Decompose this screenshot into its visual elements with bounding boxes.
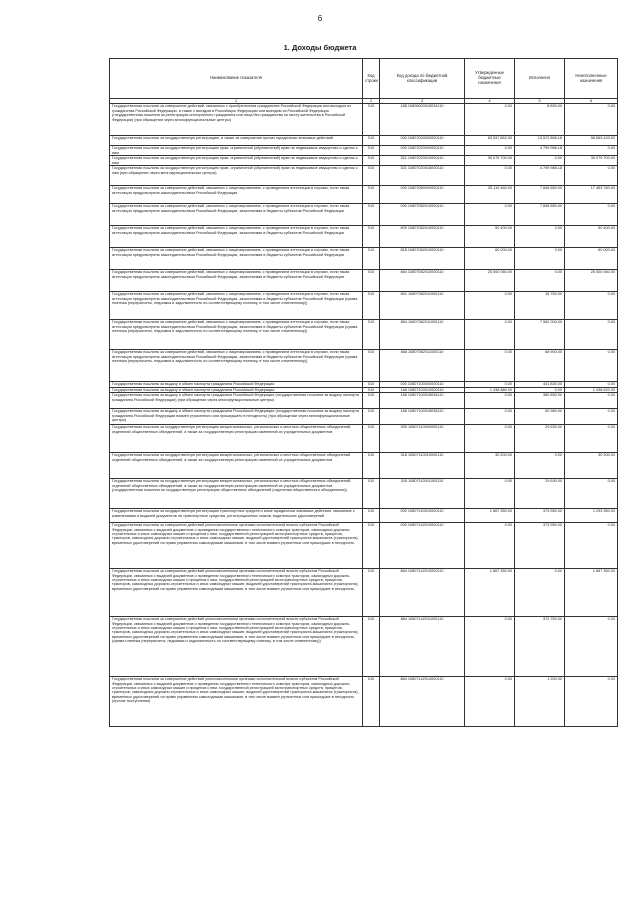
- col-header-line: Код строки: [363, 59, 380, 99]
- row-line-code: 010: [363, 509, 380, 523]
- row-approved: 0.00: [465, 523, 515, 569]
- row-name: Государственная пошлина за государственную регистрацию прав, ограничений (обременений) прав на недвижимое имущество и сделок с ним: [110, 156, 363, 166]
- row-name: Государственная пошлина за государственную регистрацию, а также за совершение прочих юридически значимых действий: [110, 136, 363, 146]
- row-approved: 50 400.00: [465, 226, 515, 248]
- row-unexecuted: 60 000.00: [565, 248, 618, 270]
- row-executed: 29 630.00: [515, 425, 565, 453]
- row-name: Государственная пошлина за государственную регистрацию прав, ограничений (обременений) прав на недвижимое имущество и сделок с ним: [110, 146, 363, 156]
- row-approved: 0.00: [465, 425, 515, 453]
- row-name: Государственная пошлина за государственную регистрацию межрегиональных, региональных и местных общественных объединений, отделений общественных объединений, а также за государственную регистрацию изменений их учредительных документов: [110, 453, 363, 479]
- row-line-code: 010: [363, 453, 380, 479]
- table-row: [110, 146, 618, 156]
- row-revenue-code: 864 10807142010000110: [380, 569, 465, 617]
- table-row: [110, 292, 618, 320]
- row-revenue-code: 000 10807020000000110: [380, 146, 465, 156]
- col-header-code: Код дохода по бюджетной классификации: [380, 59, 465, 99]
- row-approved: 39 079 700.00: [465, 156, 515, 166]
- row-unexecuted: 0.00: [565, 393, 618, 409]
- row-line-code: 010: [363, 479, 380, 509]
- row-name: Государственная пошлина за совершение действий, связанных с лицензированием, с проведением аттестации в случаях, если такая аттестация предусмотрена законодательством Российской Федерации, зачисляемая в бюджеты субъектов Российской Федерации (сумма платежа (перерасчеты, недоимка и задолженность по соответствующему платежу, в том числе отмененному)): [110, 350, 363, 382]
- row-revenue-code: 000 10807100000000110: [380, 382, 465, 387]
- table-row: [110, 425, 618, 453]
- row-approved: 0.00: [465, 409, 515, 425]
- col-header-name: Наименование показателя: [110, 59, 363, 99]
- row-approved: 0.00: [465, 166, 515, 186]
- row-approved: 1 438 880.00: [465, 387, 515, 392]
- row-line-code: 010: [363, 387, 380, 392]
- table-row: [110, 393, 618, 409]
- row-revenue-code: 868 10807082011000110: [380, 350, 465, 382]
- table-row: [110, 204, 618, 226]
- row-revenue-code: 000 10807082010000110: [380, 204, 465, 226]
- row-revenue-code: 318 10807110011000110: [380, 479, 465, 509]
- row-unexecuted: 0.00: [565, 104, 618, 136]
- row-revenue-code: 000 10807142010000110: [380, 523, 465, 569]
- row-unexecuted: 25 000 060.00: [565, 270, 618, 292]
- row-executed: 373 950.00: [515, 509, 565, 523]
- page-number: 6: [317, 14, 323, 23]
- row-executed: 7 582 000.00: [515, 320, 565, 350]
- row-executed: 372 750.00: [515, 617, 565, 677]
- row-line-code: 010: [363, 186, 380, 204]
- row-unexecuted: 58 663 433.52: [565, 136, 618, 146]
- row-line-code: 010: [363, 350, 380, 382]
- row-executed: 60 980.00: [515, 409, 565, 425]
- row-unexecuted: 50 400.00: [565, 226, 618, 248]
- row-revenue-code: 318 10807110010000110: [380, 453, 465, 479]
- table-row: [110, 270, 618, 292]
- row-line-code: 010: [363, 248, 380, 270]
- row-line-code: 010: [363, 617, 380, 677]
- row-unexecuted: 39 079 700.00: [565, 156, 618, 166]
- row-unexecuted: 0.00: [565, 425, 618, 453]
- row-revenue-code: 818 10807082010000110: [380, 248, 465, 270]
- table-row: [110, 226, 618, 248]
- row-line-code: 010: [363, 156, 380, 166]
- row-executed: 0.00: [515, 387, 565, 392]
- row-name: Государственная пошлина за совершение действий, связанных с лицензированием, с проведением аттестации в случаях, если такая аттестация предусмотрена законодательством Российской Федерации, зачисляемая в бюджеты субъектов Российской Федерации: [110, 204, 363, 226]
- row-line-code: 010: [363, 569, 380, 617]
- row-approved: 25 110 460.00: [465, 186, 515, 204]
- row-unexecuted: 0.00: [565, 204, 618, 226]
- row-unexecuted: 0.00: [565, 382, 618, 387]
- table-row: [110, 453, 618, 479]
- row-unexecuted: 0.00: [565, 617, 618, 677]
- row-revenue-code: 188 10807100010000110: [380, 387, 465, 392]
- row-name: Государственная пошлина за совершение действий уполномоченными органами исполнительной власти субъектов Российской Федерации, связанных с выдачей документов о проведении государственного технического осмотра тракторов, самоходных дорожно-строительных и иных самоходных машин и прицепов к ним, государственной регистрацией мототранспортных средств, прицепов, тракторов, самоходных дорожно-строительных и иных самоходных машин, выдачей удостоверений тракториста-машиниста (тракториста), временных удостоверений на право управления самоходными машинами, в том числе взамен утраченных или пришедших в негодность (сумма платежа (перерасчеты, недоимка и задолженность по соответствующему платежу, в том числе отмененному)): [110, 617, 363, 677]
- row-name: Государственная пошлина за совершение действий, связанных с лицензированием, с проведением аттестации в случаях, если такая аттестация предусмотрена законодательством Российской Федерации, зачисляемая в бюджеты субъектов Российской Федерации (сумма платежа (перерасчеты, недоимка и задолженность по соответствующему платежу, в том числе отмененному)): [110, 320, 363, 350]
- row-approved: 63 537 862.00: [465, 136, 515, 146]
- row-name: Государственная пошлина за государственную регистрацию транспортных средств и иные юридически значимые действия, связанные с изменениями и выдачей документов на транспортные средства, регистрационных знаков, водительских удостоверений: [110, 509, 363, 523]
- row-unexecuted: 0.00: [565, 523, 618, 569]
- row-approved: 30 200.00: [465, 453, 515, 479]
- row-revenue-code: 864 10807082010000110: [380, 270, 465, 292]
- row-line-code: 010: [363, 382, 380, 387]
- row-line-code: 010: [363, 523, 380, 569]
- row-executed: 380 890.00: [515, 393, 565, 409]
- row-executed: 68 900.00: [515, 350, 565, 382]
- row-approved: 0.00: [465, 204, 515, 226]
- row-line-code: 010: [363, 270, 380, 292]
- row-executed: 0.00: [515, 156, 565, 166]
- row-unexecuted: 1 667 350.00: [565, 569, 618, 617]
- row-executed: 0.00: [515, 226, 565, 248]
- row-approved: 0.00: [465, 617, 515, 677]
- row-line-code: 010: [363, 425, 380, 453]
- row-approved: 0.00: [465, 479, 515, 509]
- row-name: Государственная пошлина за выдачу и обмен паспорта гражданина Российской Федерации: [110, 387, 363, 392]
- row-approved: 0.00: [465, 350, 515, 382]
- table-row: [110, 248, 618, 270]
- row-unexecuted: 0.00: [565, 350, 618, 382]
- row-approved: 0.00: [465, 393, 515, 409]
- row-line-code: 010: [363, 166, 380, 186]
- row-name: Государственная пошлина за выдачу и обмен паспорта гражданина Российской Федерации: [110, 382, 363, 387]
- table-row: [110, 156, 618, 166]
- row-executed: 29 630.00: [515, 479, 565, 509]
- col-index: 2: [363, 99, 380, 104]
- row-approved: 0.00: [465, 320, 515, 350]
- row-approved: 1 667 350.00: [465, 569, 515, 617]
- row-line-code: 010: [363, 136, 380, 146]
- row-revenue-code: 801 10807082011000110: [380, 292, 465, 320]
- row-executed: 1 200.00: [515, 677, 565, 727]
- row-approved: 60 000.00: [465, 248, 515, 270]
- row-approved: 25 000 060.00: [465, 270, 515, 292]
- row-revenue-code: 321 10807020010000110: [380, 156, 465, 166]
- col-index: 5: [515, 99, 565, 104]
- row-unexecuted: 0.00: [565, 146, 618, 156]
- row-executed: 13 572 896.18: [515, 136, 565, 146]
- col-header-approved: Утвержденные бюджетные назначения: [465, 59, 515, 99]
- table-row: [110, 509, 618, 523]
- table-row: [110, 136, 618, 146]
- row-approved: 0.00: [465, 146, 515, 156]
- row-executed: 0.00: [515, 569, 565, 617]
- row-line-code: 010: [363, 226, 380, 248]
- row-revenue-code: 000 10807080000000110: [380, 186, 465, 204]
- row-approved: 0.00: [465, 104, 515, 136]
- row-revenue-code: 864 10807142014000110: [380, 677, 465, 727]
- col-index: 1: [110, 99, 363, 104]
- table-body: [110, 104, 618, 727]
- row-executed: 15 750.00: [515, 292, 565, 320]
- row-executed: 8 890.00: [515, 104, 565, 136]
- table-row: [110, 166, 618, 186]
- row-revenue-code: 864 10807142011000110: [380, 617, 465, 677]
- page-title: 1. Доходы бюджета: [283, 43, 357, 52]
- row-revenue-code: 864 10807082011000110: [380, 320, 465, 350]
- table-row: [110, 350, 618, 382]
- row-line-code: 010: [363, 204, 380, 226]
- row-revenue-code: 188 10806000018034110: [380, 104, 465, 136]
- row-executed: 373 950.00: [515, 523, 565, 569]
- row-line-code: 010: [363, 409, 380, 425]
- row-line-code: 010: [363, 320, 380, 350]
- row-executed: 7 846 650.00: [515, 186, 565, 204]
- row-unexecuted: 30 200.00: [565, 453, 618, 479]
- col-header-executed: Исполнено: [515, 59, 565, 99]
- table-header-row: [110, 59, 618, 99]
- table-row: [110, 104, 618, 136]
- row-revenue-code: 000 10807110000000110: [380, 425, 465, 453]
- row-name: Государственная пошлина за совершение действий, связанных с лицензированием, с проведением аттестации в случаях, если такая аттестация предусмотрена законодательством Российской Федерации, зачисляемая в бюджеты субъектов Российской Федерации (сумма платежа (перерасчеты, недоимка и задолженность по соответствующему платежу, в том числе отмененному)): [110, 292, 363, 320]
- table-row: [110, 617, 618, 677]
- row-unexecuted: 0.00: [565, 409, 618, 425]
- row-name: Государственная пошлина за выдачу и обмен паспорта гражданина Российской Федерации (государственная пошлина за выдачу паспорта гражданина Российской Федерации взамен утраченного или пришедшего в негодность) (при обращении через многофункциональные центры): [110, 409, 363, 425]
- col-index: 4: [465, 99, 515, 104]
- row-executed: 7 846 650.00: [515, 204, 565, 226]
- row-approved: 0.00: [465, 382, 515, 387]
- col-index: 6: [565, 99, 618, 104]
- row-revenue-code: 321 10807020018000110: [380, 166, 465, 186]
- row-revenue-code: 809 10807082010000110: [380, 226, 465, 248]
- row-unexecuted: 0.00: [565, 479, 618, 509]
- row-executed: 441 830.00: [515, 382, 565, 387]
- row-approved: 0.00: [465, 677, 515, 727]
- row-revenue-code: 188 10807100018035110: [380, 409, 465, 425]
- row-line-code: 010: [363, 104, 380, 136]
- row-executed: 0.00: [515, 270, 565, 292]
- row-line-code: 010: [363, 146, 380, 156]
- col-header-unexecuted: Неисполненные назначения: [565, 59, 618, 99]
- row-line-code: 010: [363, 393, 380, 409]
- row-name: Государственная пошлина за совершение действий, связанных с лицензированием, с проведением аттестации в случаях, если такая аттестация предусмотрена законодательством Российской Федерации, зачисляемая в бюджеты субъектов Российской Федерации: [110, 270, 363, 292]
- row-executed: 4 799 988.18: [515, 166, 565, 186]
- row-unexecuted: 0.00: [565, 320, 618, 350]
- table-row: [110, 479, 618, 509]
- row-name: Государственная пошлина за совершение действий уполномоченными органами исполнительной власти субъектов Российской Федерации, связанных с выдачей документов о проведении государственного технического осмотра тракторов, самоходных дорожно-строительных и иных самоходных машин и прицепов к ним, государственной регистрацией мототранспортных средств, прицепов, тракторов, самоходных дорожно-строительных и иных самоходных машин, выдачей удостоверений тракториста-машиниста (тракториста), временных удостоверений на право управления самоходными машинами, в том числе взамен утраченных или пришедших в негодность: [110, 569, 363, 617]
- row-revenue-code: 188 10807100018034110: [380, 393, 465, 409]
- row-name: Государственная пошлина за выдачу и обмен паспорта гражданина Российской Федерации (государственная пошлина за выдачу паспорта гражданина Российской Федерации) (при обращении через многофункциональные центры): [110, 393, 363, 409]
- row-unexecuted: 0.00: [565, 166, 618, 186]
- row-name: Государственная пошлина за совершение действий, связанных с лицензированием, с проведением аттестации в случаях, если такая аттестация предусмотрена законодательством Российской Федерации, зачисляемая в бюджеты субъектов Российской Федерации: [110, 226, 363, 248]
- row-approved: 0.00: [465, 292, 515, 320]
- row-unexecuted: 1 438 620.00: [565, 387, 618, 392]
- row-name: Государственная пошлина за совершение действий уполномоченными органами исполнительной власти субъектов Российской Федерации, связанных с выдачей документов о проведении государственного технического осмотра тракторов, самоходных дорожно-строительных и иных самоходных машин и прицепов к ним, государственной регистрацией мототранспортных средств, прицепов, тракторов, самоходных дорожно-строительных и иных самоходных машин, выдачей удостоверений тракториста-машиниста (тракториста), временных удостоверений на право управления самоходными машинами, в том числе взамен утраченных или пришедших в негодность (прочие поступления): [110, 677, 363, 727]
- row-executed: 0.00: [515, 453, 565, 479]
- table-row: [110, 569, 618, 617]
- col-index: 3: [380, 99, 465, 104]
- row-name: Государственная пошлина за государственную регистрацию межрегиональных, региональных и местных общественных объединений, отделений общественных объединений, а также за государственную регистрацию изменений их учредительных документов: [110, 425, 363, 453]
- row-executed: 0.00: [515, 248, 565, 270]
- row-name: Государственная пошлина за совершение действий, связанных с лицензированием, с проведением аттестации в случаях, если такая аттестация предусмотрена законодательством Российской Федерации, зачисляемая в бюджеты субъектов Российской Федерации: [110, 248, 363, 270]
- row-name: Государственная пошлина за совершение действий, связанных с лицензированием, с проведением аттестации в случаях, если такая аттестация предусмотрена законодательством Российской Федерации: [110, 186, 363, 204]
- row-name: Государственная пошлина за государственную регистрацию прав, ограничений (обременений) прав на недвижимое имущество и сделок с ним (при обращении через многофункциональные центры): [110, 166, 363, 186]
- row-revenue-code: 000 10807140010000110: [380, 509, 465, 523]
- row-approved: 1 667 350.00: [465, 509, 515, 523]
- table-row: [110, 186, 618, 204]
- table-row: [110, 320, 618, 350]
- row-name: Государственная пошлина за государственную регистрацию межрегиональных, региональных и местных общественных объединений, отделений общественных объединений, а также за государственную регистрацию изменений их учредительных документов (государственная пошлина за государственную регистрацию общественных объединений (отделения общественного объединения)): [110, 479, 363, 509]
- row-unexecuted: 0.00: [565, 677, 618, 727]
- row-unexecuted: 1 293 350.00: [565, 509, 618, 523]
- row-name: Государственная пошлина за совершение действий уполномоченными органами исполнительной власти субъектов Российской Федерации, связанных с выдачей документов о проведении государственного технического осмотра тракторов, самоходных дорожно-строительных и иных самоходных машин и прицепов к ним, государственной регистрацией мототранспортных средств, прицепов, тракторов, самоходных дорожно-строительных и иных самоходных машин, выдачей удостоверений тракториста-машиниста (тракториста), временных удостоверений на право управления самоходными машинами, в том числе взамен утраченных или пришедших в негодность: [110, 523, 363, 569]
- table-row: [110, 409, 618, 425]
- row-unexecuted: 17 463 760.00: [565, 186, 618, 204]
- row-name: Государственная пошлина за совершение действий, связанных с приобретением гражданства Российской Федерации или выходом из гражданства Российской Федерации, а также с въездом в Российскую Федерацию или выездом из Российской Федерации (государственная пошлина за регистрацию иностранного гражданина или лица без гражданства по месту жительства в Российской Федерации) (при обращении через многофункциональные центры): [110, 104, 363, 136]
- row-executed: 4 799 988.18: [515, 146, 565, 156]
- row-unexecuted: 0.00: [565, 292, 618, 320]
- revenue-table: [109, 58, 618, 727]
- table-row: [110, 677, 618, 727]
- row-line-code: 010: [363, 677, 380, 727]
- row-line-code: 010: [363, 292, 380, 320]
- table-row: [110, 523, 618, 569]
- row-revenue-code: 000 10807000000000110: [380, 136, 465, 146]
